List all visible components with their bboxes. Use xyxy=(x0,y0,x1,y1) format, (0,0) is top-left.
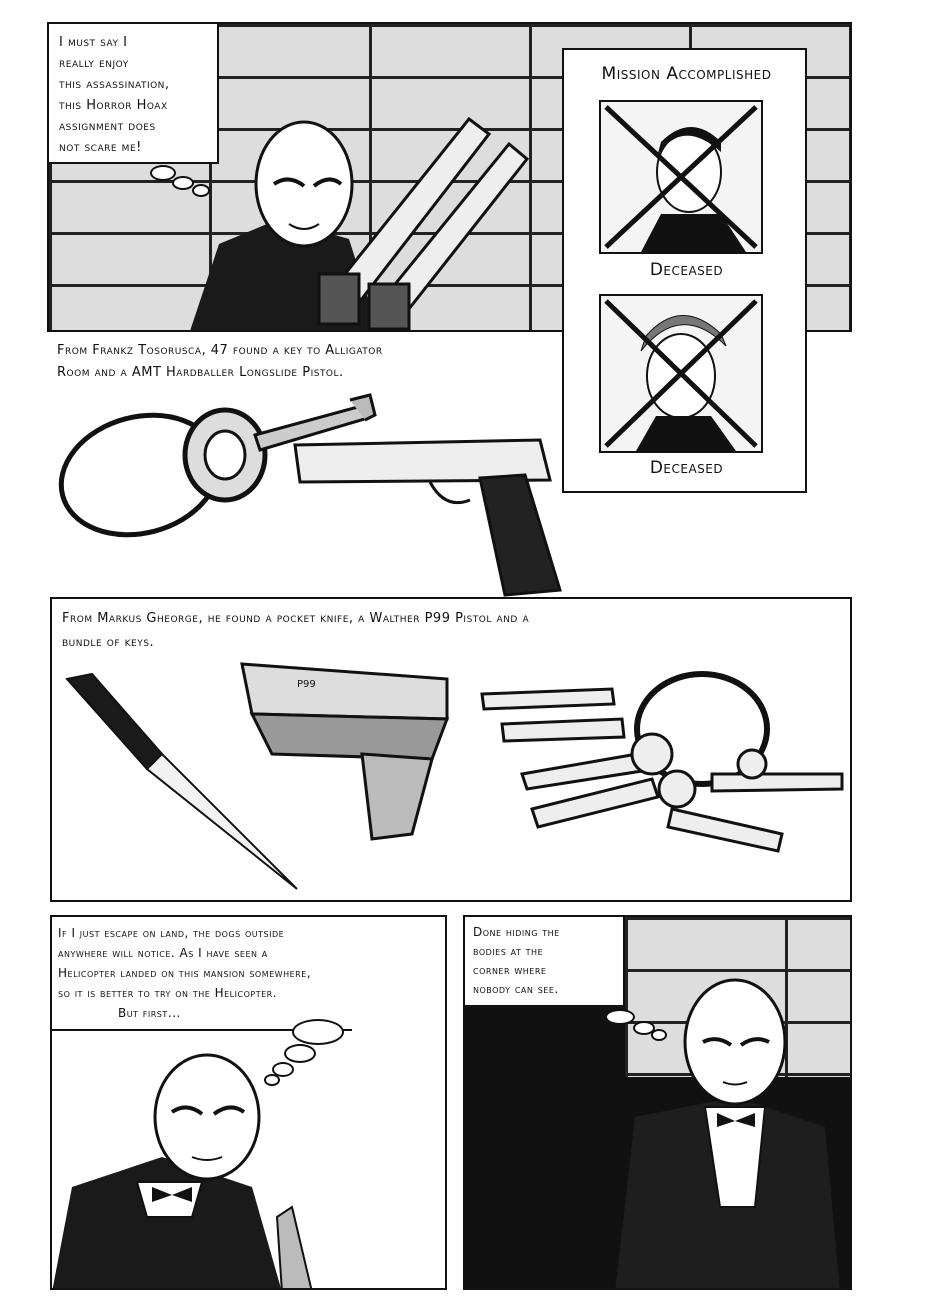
thought-line: If I just escape on land, the dogs outside xyxy=(58,926,285,940)
thought-line: not scare me! xyxy=(59,140,142,155)
portrait-face-crossed-1 xyxy=(601,102,761,252)
thought-dot xyxy=(651,1029,667,1041)
caption-line: Room and a AMT Hardballer Longslide Pistol. xyxy=(57,365,344,380)
thought-line: anywhere will notice. As I have seen a xyxy=(58,946,268,960)
mission-title: Mission Accomplished xyxy=(601,64,772,84)
caption-markus xyxy=(62,607,842,655)
key-and-hardballer-drawing xyxy=(50,390,570,600)
thought-line: this assassination, xyxy=(59,77,170,92)
thought-line: Done hiding the xyxy=(473,925,560,939)
thought-dot xyxy=(284,1044,316,1063)
thought-line: nobody can see. xyxy=(473,982,559,996)
caption-line: bundle of keys. xyxy=(62,635,155,650)
panel1-thought-box xyxy=(47,22,219,164)
thought-dot xyxy=(605,1009,635,1025)
thought-line: Helicopter landed on this mansion somewhere, xyxy=(58,966,312,980)
knife-gun-keys-drawing xyxy=(52,659,852,899)
gun-engraving: P99 xyxy=(297,679,316,690)
thought-line: so it is better to try on the Helicopter. xyxy=(58,986,278,1000)
thought-line: really enjoy xyxy=(59,56,129,71)
thought-dot xyxy=(172,176,194,190)
thought-dot xyxy=(192,184,210,197)
thought-line: assignment does xyxy=(59,119,156,134)
panel-escape-plan xyxy=(50,915,447,1290)
caption-line: From Frankz Tosorusca, 47 found a key to Alligator xyxy=(57,343,383,358)
thought-dot xyxy=(264,1074,280,1086)
thought-line: corner where xyxy=(473,963,547,977)
thought-line: I must say I xyxy=(59,35,128,50)
thought-dot xyxy=(150,165,176,181)
target-portrait-2 xyxy=(599,294,763,453)
thought-line: this Horror Hoax xyxy=(59,98,168,113)
caption-frankz xyxy=(57,340,557,384)
escape-thought-text xyxy=(58,923,443,1023)
portrait-face-crossed-2 xyxy=(601,296,761,451)
thought-line: bodies at the xyxy=(473,944,544,958)
panel-bodies-hidden xyxy=(463,915,852,1290)
thought-line: But first... xyxy=(118,1006,181,1020)
mission-board xyxy=(562,48,807,493)
status-deceased-1: Deceased xyxy=(649,260,724,280)
target-portrait-1 xyxy=(599,100,763,254)
caption-line: From Markus Gheorge, he found a pocket knife, a Walther P99 Pistol and a xyxy=(62,611,530,626)
bodies-thought-text xyxy=(465,917,623,1005)
panel-markus-items xyxy=(50,597,852,902)
status-deceased-2: Deceased xyxy=(649,458,724,478)
thought-dot xyxy=(292,1019,344,1045)
